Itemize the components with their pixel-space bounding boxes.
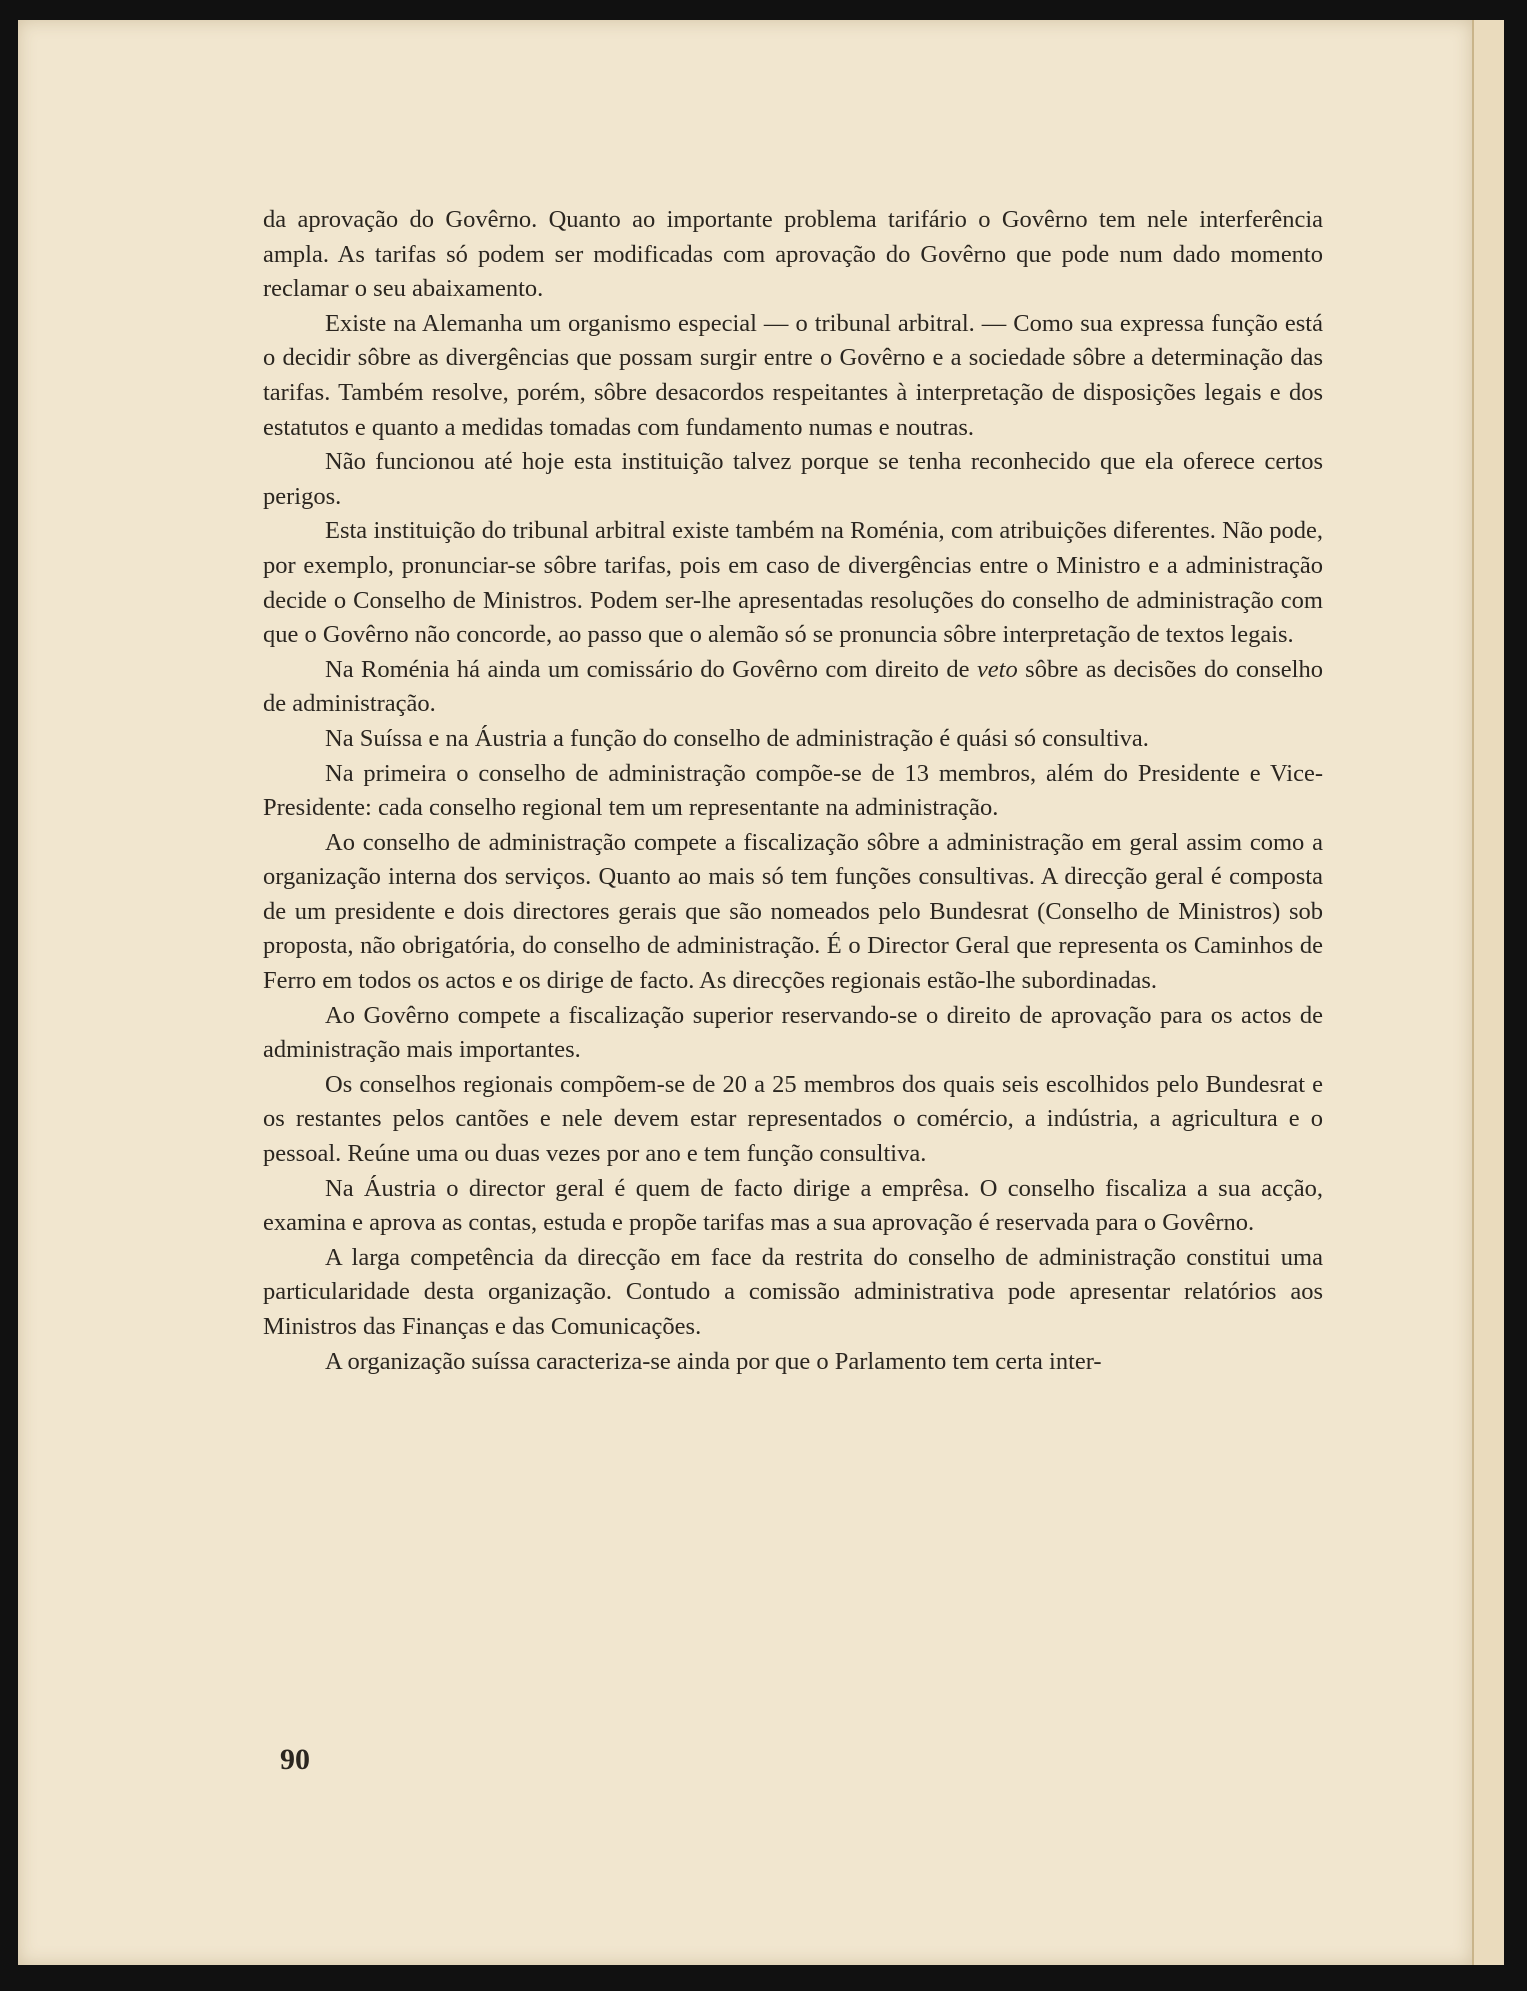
paragraph-12: A larga competência da direcção em face da restrita do conselho de administração constitui uma particularidade desta organização. Contudo a comissão administrativa pode apresentar relatórios aos Ministros das Finanças e das Comunicações. (263, 1243, 1323, 1340)
veto-italic: veto (976, 655, 1018, 683)
paragraph-5-after: sôbre as decisões do conselho de administração. (263, 655, 1323, 718)
paragraph-2: Existe na Alemanha um organismo especial — o tribunal arbitral. — Como sua expressa função está o decidir sôbre as divergências que possam surgir entre o Govêrno e a sociedade sôbre a determinação das tarifas. Também resolve, porém, sôbre desacordos respeitantes à interpretação de disposições legais e dos estatutos e quanto a medidas tomadas com fundamento numas e noutras. (263, 309, 1323, 441)
paragraph-11: Na Áustria o director geral é quem de facto dirige a emprêsa. O conselho fiscaliza a sua acção, examina e aprova as contas, estuda e propõe tarifas mas a sua aprovação é reservada para o Govêrno. (263, 1174, 1323, 1237)
paragraph-8: Ao conselho de administração compete a fiscalização sôbre a administração em geral assim como a organização interna dos serviços. Quanto ao mais só tem funções consultivas. A direcção geral é composta de um presidente e dois directores gerais que são nomeados pelo Bundesrat (Conselho de Ministros) sob proposta, não obrigatória, do conselho de administração. É o Director Geral que representa os Caminhos de Ferro em todos os actos e os dirige de facto. As direcções regionais estão-lhe subordinadas. (263, 828, 1323, 995)
paragraph-4: Esta instituição do tribunal arbitral existe também na Roménia, com atribuições diferentes. Não pode, por exemplo, pronunciar-se sôbre tarifas, pois em caso de divergências entre o Ministro e a administração decide o Conselho de Ministros. Podem ser-lhe apresentadas resoluções do conselho de administração com que o Govêrno não concorde, ao passo que o alemão só se pronuncia sôbre interpretação de textos legais. (263, 517, 1323, 649)
paragraph-7: Na primeira o conselho de administração compõe-se de 13 membros, além do Presidente e Vice-Presidente: cada conselho regional tem um representante na administração. (263, 759, 1323, 822)
body-text (263, 203, 1323, 1379)
paragraph-1: da aprovação do Govêrno. Quanto ao importante problema tarifário o Govêrno tem nele interferência ampla. As tarifas só podem ser modificadas com aprovação do Govêrno que pode num dado momento reclamar o seu abaixamento. (263, 206, 1323, 303)
page-edge (1472, 20, 1504, 1965)
page-number: 90 (280, 1743, 310, 1776)
paragraph-3: Não funcionou até hoje esta instituição talvez porque se tenha reconhecido que ela oferece certos perigos. (263, 448, 1323, 510)
paragraph-10: Os conselhos regionais compõem-se de 20 a 25 membros dos quais seis escolhidos pelo Bundesrat e os restantes pelos cantões e nele devem estar representados o comércio, a indústria, a agricultura e o pessoal. Reúne uma ou duas vezes por ano e tem função consultiva. (263, 1070, 1323, 1168)
paragraph-9: Ao Govêrno compete a fiscalização superior reservando-se o direito de aprovação para os actos de administração mais importantes. (263, 1001, 1323, 1064)
paragraph-5 (263, 653, 1323, 722)
paragraph-6: Na Suíssa e na Áustria a função do conselho de administração é quási só consultiva. (325, 724, 1149, 752)
paragraph-13: A organização suíssa caracteriza-se ainda por que o Parlamento tem certa inter- (325, 1347, 1102, 1375)
paragraph-5-before: Na Roménia há ainda um comissário do Govêrno com direito de (325, 655, 977, 683)
